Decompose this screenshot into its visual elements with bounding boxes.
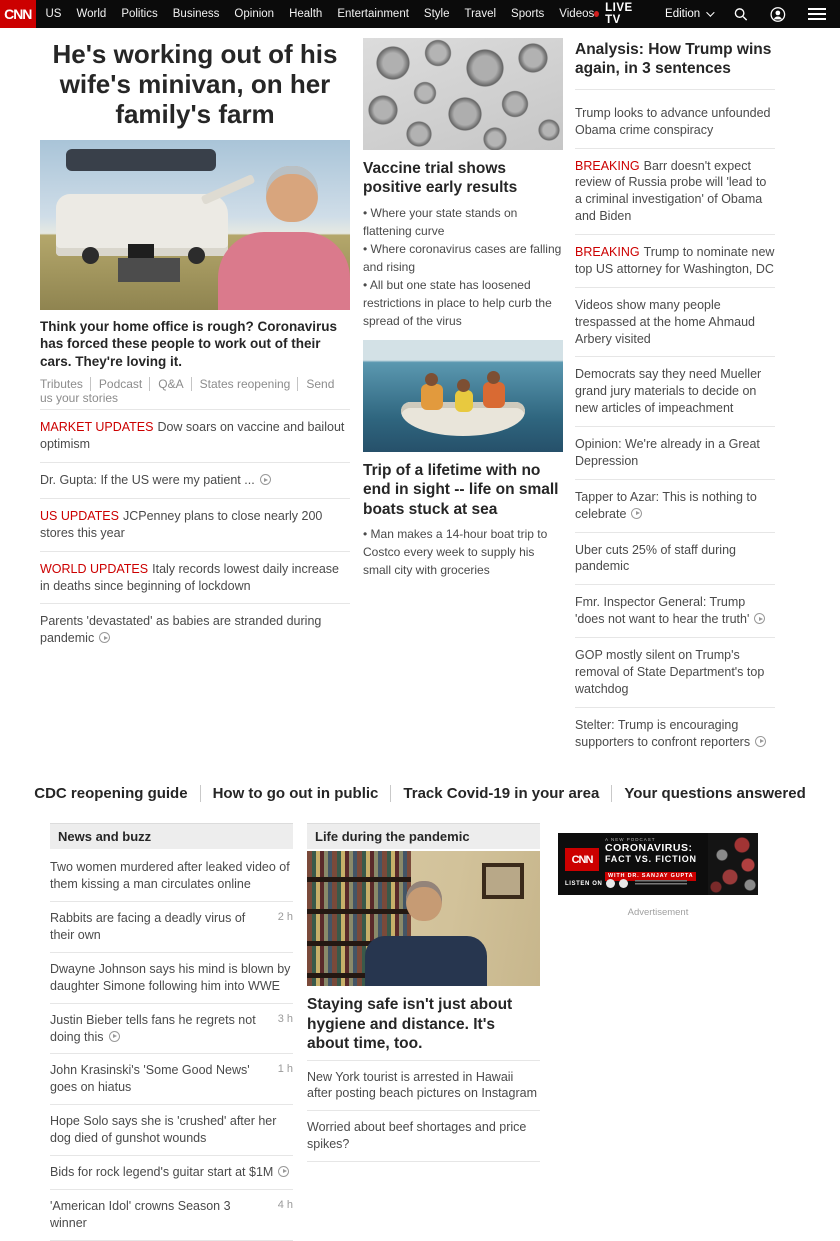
topic-links-band: [0, 785, 840, 803]
list-item[interactable]: [575, 479, 775, 532]
kicker-label: WORLD UPDATES: [40, 561, 149, 576]
lead-photo[interactable]: [40, 140, 350, 310]
person-head-art: [425, 373, 438, 386]
list-item[interactable]: [40, 603, 350, 656]
video-icon: [99, 632, 110, 643]
podcast-ad-banner[interactable]: [558, 833, 758, 895]
lead-column: [40, 38, 350, 759]
wheel-art: [82, 247, 99, 264]
virus-micrograph-photo[interactable]: [363, 38, 563, 150]
person-head-art: [487, 371, 500, 384]
apple-podcasts-icon: [606, 879, 615, 888]
person-head-art: [406, 881, 442, 921]
ad-title-line2: FACT VS. FICTION: [605, 854, 697, 865]
fine-print-art: [635, 880, 687, 887]
list-item[interactable]: [575, 584, 775, 637]
video-icon: [260, 474, 271, 485]
section-header: News and buzz: [50, 823, 293, 849]
list-item[interactable]: [50, 902, 293, 953]
live-tv-label: LIVE TV: [605, 2, 633, 26]
virus-cluster-art: [708, 833, 758, 895]
breaking-label: BREAKING: [575, 245, 640, 259]
related-links: [40, 377, 350, 405]
person-art: [421, 384, 443, 410]
lead-story-list: [40, 409, 350, 656]
list-item[interactable]: [575, 532, 775, 585]
search-icon[interactable]: [734, 6, 748, 23]
listen-on-label: LISTEN ON: [565, 880, 603, 887]
buzz-list: [50, 851, 293, 1240]
news-and-buzz-section: [50, 823, 293, 1240]
list-item[interactable]: [575, 637, 775, 707]
list-item[interactable]: [307, 1111, 540, 1162]
van-window-art: [66, 149, 216, 171]
headline-text: Italy records lowest daily increase in deaths since beginning of lockdown: [40, 561, 340, 593]
live-dot-icon: [594, 11, 599, 17]
cnn-logo[interactable]: CNN: [0, 0, 36, 28]
story-bullets: [363, 525, 563, 579]
spotify-icon: [619, 879, 628, 888]
band-link-public[interactable]: How to go out in public: [201, 785, 392, 802]
video-icon: [109, 1031, 120, 1042]
list-item[interactable]: [575, 287, 775, 357]
headline-text: Barr doesn't expect review of Russia probe will 'lead to a criminal investigation' of Obama and Biden: [575, 158, 767, 224]
band-link-track[interactable]: Track Covid-19 in your area: [391, 785, 612, 802]
nav-item-opinion[interactable]: Opinion: [234, 8, 275, 20]
laptop-art: [128, 244, 154, 258]
video-thumbnail[interactable]: [307, 851, 540, 986]
list-item[interactable]: [40, 462, 350, 498]
band-link-questions[interactable]: Your questions answered: [624, 785, 806, 803]
headline-text: Two women murdered after leaked video of them kissing a man circulates online: [50, 860, 290, 892]
timestamp: 1 h: [277, 1063, 293, 1076]
video-icon: [631, 508, 642, 519]
list-item[interactable]: [575, 234, 775, 287]
person-head-art: [457, 379, 470, 392]
desk-art: [118, 258, 180, 282]
nav-item-videos[interactable]: Videos: [559, 8, 595, 20]
nav-item-us[interactable]: US: [45, 8, 62, 20]
list-item[interactable]: [50, 1004, 293, 1055]
headline-text: Tapper to Azar: This is nothing to celebrate: [575, 489, 757, 521]
bullet-link[interactable]: • Where coronavirus cases are falling and rising: [363, 240, 563, 276]
timestamp: 4 h: [277, 1198, 293, 1211]
nav-item-business[interactable]: Business: [172, 8, 220, 20]
timestamp: 2 h: [277, 911, 293, 924]
list-item[interactable]: [50, 953, 293, 1004]
ad-listen-row: [565, 879, 687, 888]
list-item[interactable]: [50, 1054, 293, 1105]
list-item[interactable]: [575, 148, 775, 235]
video-icon: [754, 613, 765, 624]
bullet-link[interactable]: • All but one state has loosened restrictions in place to help curb the spread of the virus: [363, 276, 563, 330]
story-bullets: [363, 204, 563, 330]
list-item[interactable]: [575, 426, 775, 479]
video-icon: [755, 736, 766, 747]
headline-text: GOP mostly silent on Trump's removal of State Department's top watchdog: [575, 648, 765, 696]
headline-text: Trump looks to advance unfounded Obama crime conspiracy: [575, 105, 771, 137]
advertisement-label: Advertisement: [627, 907, 689, 919]
pandemic-section: [307, 823, 540, 1240]
account-icon[interactable]: [770, 5, 786, 24]
headline-text: 'American Idol' crowns Season 3 winner: [50, 1198, 231, 1230]
ad-column: [558, 823, 758, 1240]
wheel-art: [188, 247, 205, 264]
edition-dropdown[interactable]: [665, 8, 712, 20]
bottom-section: [0, 809, 840, 1240]
headline-text: Stelter: Trump is encouraging supporters to confront reporters: [575, 717, 751, 749]
nav-item-entertainment[interactable]: Entertainment: [337, 8, 409, 20]
nav-right: [594, 2, 826, 26]
menu-icon[interactable]: [808, 8, 826, 20]
kicker-label: MARKET UPDATES: [40, 420, 154, 435]
person-art: [483, 382, 505, 408]
nav-item-sports[interactable]: Sports: [511, 8, 545, 20]
cnn-logo-ad: CNN: [565, 848, 599, 871]
person-shirt-art: [218, 232, 350, 310]
ad-kicker: A NEW PODCAST: [605, 837, 656, 843]
headline-text: Rabbits are facing a deadly virus of their own: [50, 911, 246, 942]
section-header: Life during the pandemic: [307, 823, 540, 849]
van-hatch-art: [201, 174, 256, 205]
ad-copy: [605, 837, 710, 882]
list-item[interactable]: [575, 356, 775, 426]
link-send-stories[interactable]: Send us your stories: [40, 377, 335, 406]
breaking-label: BREAKING: [575, 158, 640, 173]
story-headline[interactable]: Vaccine trial shows positive early results: [363, 160, 518, 197]
list-item[interactable]: [575, 96, 775, 148]
ad-title: CORONAVIRUS:: [605, 842, 693, 855]
pandemic-list: [307, 1060, 540, 1163]
list-item[interactable]: [575, 707, 775, 760]
headline-text: Videos show many people trespassed at the home Ahmaud Arbery visited: [575, 297, 755, 346]
headline-text: John Krasinski's 'Some Good News' goes on hiatus: [50, 1063, 250, 1095]
video-icon: [278, 1166, 289, 1177]
headline-text: Worried about beef shortages and price spikes?: [307, 1120, 527, 1152]
list-item[interactable]: [50, 851, 293, 902]
main-content: [0, 28, 840, 759]
chevron-down-icon: [706, 8, 714, 16]
person-art: [455, 390, 473, 412]
kicker-label: US UPDATES: [40, 508, 119, 523]
link-podcast[interactable]: Podcast: [90, 377, 142, 391]
headline-text: Dr. Gupta: If the US were my patient ...: [40, 473, 255, 488]
headline-text: Democrats say they need Mueller grand jury materials to decide on new articles of impeachment: [575, 367, 762, 416]
nav-item-style[interactable]: Style: [423, 8, 450, 20]
bullet-link[interactable]: • Where your state stands on flattening curve: [363, 204, 563, 240]
list-item[interactable]: [40, 409, 350, 462]
headline-text: Uber cuts 25% of staff during pandemic: [575, 542, 736, 574]
person-art: [266, 166, 318, 222]
headline-text: Parents 'devastated' as babies are stranded during pandemic: [40, 614, 322, 646]
right-column: [575, 38, 775, 759]
top-nav: [0, 0, 840, 28]
headline-text: Dow soars on vaccine and bailout optimism: [40, 420, 345, 452]
band-link-cdc[interactable]: CDC reopening guide: [22, 785, 200, 802]
ad-subtitle: WITH DR. SANJAY GUPTA: [605, 872, 696, 881]
lead-caption[interactable]: Think your home office is rough? Coronavirus has forced these people to work out of their cars. They're loving it.: [40, 318, 338, 369]
list-item[interactable]: [40, 498, 350, 551]
live-tv-button[interactable]: [594, 2, 643, 26]
nav-item-travel[interactable]: Travel: [464, 8, 497, 20]
picture-frame-art: [482, 863, 524, 899]
headline-text: Bids for rock legend's guitar start at $1M: [50, 1164, 293, 1181]
headline-text: Trump to nominate new top US attorney for Washington, DC: [575, 245, 775, 276]
right-story-list: [575, 96, 775, 760]
person-shirt-art: [365, 936, 487, 986]
list-item[interactable]: [50, 1105, 293, 1156]
nav-item-health[interactable]: Health: [289, 8, 323, 20]
pandemic-headline[interactable]: Staying safe isn't just about hygiene and distance. It's about time, too.: [307, 996, 513, 1053]
lead-headline[interactable]: He's working out of his wife's minivan, on her family's farm: [52, 39, 338, 129]
list-item[interactable]: [40, 551, 350, 604]
edition-label: Edition: [665, 8, 701, 20]
link-states-reopening[interactable]: States reopening: [191, 377, 291, 391]
list-item[interactable]: [50, 1190, 293, 1241]
headline-text: JCPenney plans to close nearly 200 stores this year: [40, 508, 323, 540]
timestamp: 3 h: [277, 1012, 293, 1025]
story-headline[interactable]: Trip of a lifetime with no end in sight -- life on small boats stuck at sea: [363, 461, 559, 518]
bullet-link[interactable]: • Man makes a 14-hour boat trip to Costco every week to supply his small city with groceries: [363, 525, 563, 579]
boat-photo[interactable]: [363, 340, 563, 452]
headline-text: Opinion: We're already in a Great Depression: [575, 437, 760, 468]
headline-text: Dwayne Johnson says his mind is blown by daughter Simone following him into WWE: [50, 961, 291, 993]
headline-text: New York tourist is arrested in Hawaii after posting beach pictures on Instagram: [307, 1069, 537, 1101]
link-tributes[interactable]: Tributes: [40, 377, 83, 392]
list-item[interactable]: [50, 1156, 293, 1190]
nav-links: [46, 8, 595, 20]
headline-text: Fmr. Inspector General: Trump 'does not want to hear the truth': [575, 595, 750, 627]
analysis-headline[interactable]: Analysis: How Trump wins again, in 3 sentences: [575, 40, 775, 90]
link-qa[interactable]: Q&A: [149, 377, 183, 391]
nav-item-politics[interactable]: Politics: [121, 8, 158, 20]
list-item[interactable]: [307, 1060, 540, 1112]
headline-text: Justin Bieber tells fans he regrets not doing this: [50, 1012, 256, 1044]
middle-column: [363, 38, 563, 759]
headline-text: Hope Solo says she is 'crushed' after her dog died of gunshot wounds: [50, 1114, 277, 1145]
nav-item-world[interactable]: World: [76, 8, 107, 20]
